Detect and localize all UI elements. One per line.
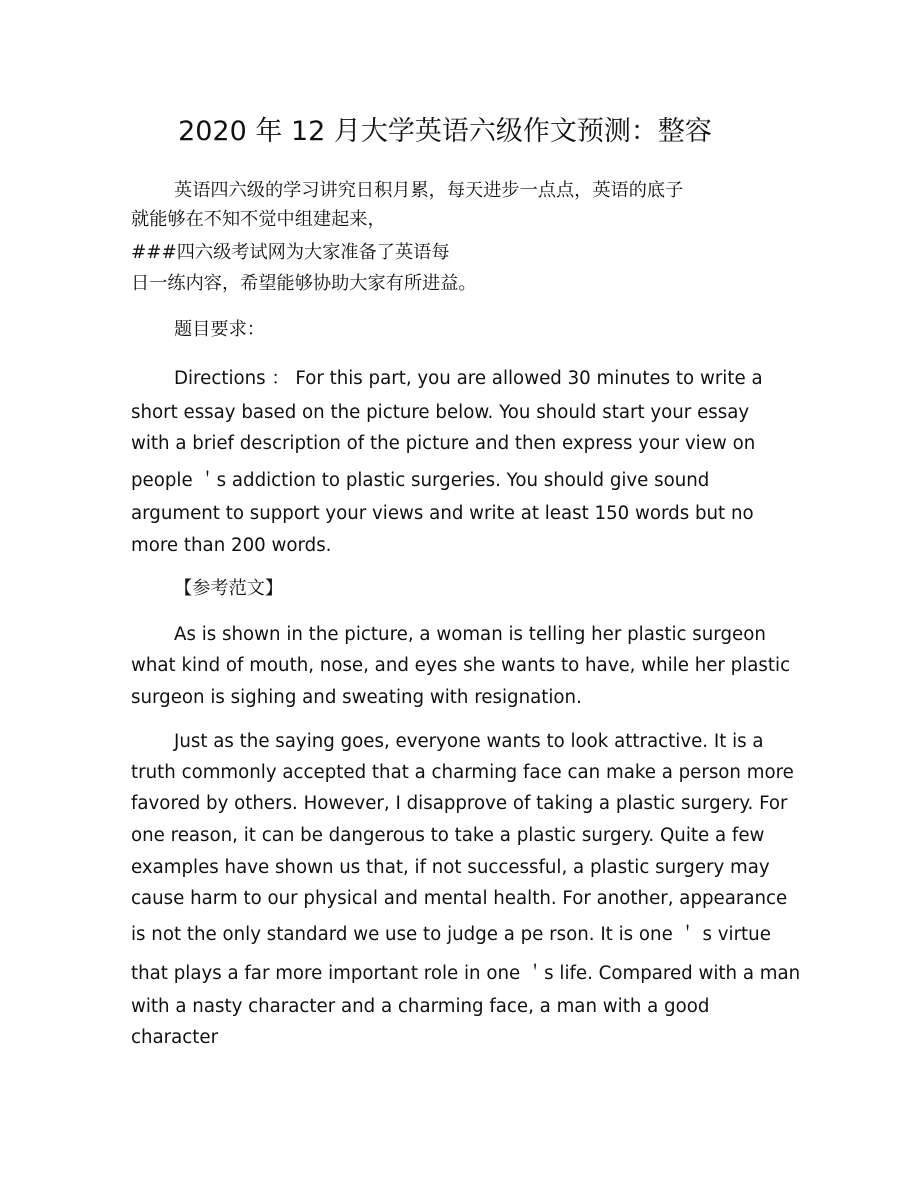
paragraph-line: is not the only standard we use to judge a pe rson. It is one ＇ s virtue [131,924,771,945]
directions-line: argument to support your views and write at least 150 words but no [131,503,754,524]
paragraph-line: what kind of mouth, nose, and eyes she wants to have, while her plastic [131,655,791,676]
paragraph-line: surgeon is sighing and sweating with resignation. [131,687,582,708]
paragraph-line: truth commonly accepted that a charming face can make a person more [131,762,794,783]
paragraph-line: character [131,1027,219,1048]
intro-line: 日一练内容，希望能够协助大家有所进益。 [131,273,477,294]
paragraph-line: favored by others. However, I disapprove of taking a plastic surgery. For [131,793,788,814]
intro-line: 就能够在不知不觉中组建起来， [131,209,386,230]
paragraph-line: cause harm to our physical and mental health. For another, appearance [131,888,788,909]
directions-line: Directions ： For this part, you are allowed 30 minutes to write a [174,368,763,389]
paragraph-line: As is shown in the picture, a woman is telling her plastic surgeon [174,624,766,645]
directions-line: people ＇s addiction to plastic surgeries. You should give sound [131,470,710,491]
requirement-heading: 题目要求： [174,319,265,340]
document-title: 2020 年 12 月大学英语六级作文预测：整容 [178,116,712,147]
sample-heading: 【参考范文】 [174,578,284,599]
paragraph-line: examples have shown us that, if not successful, a plastic surgery may [131,857,770,878]
paragraph-line: one reason, it can be dangerous to take a plastic surgery. Quite a few [131,825,765,846]
directions-line: short essay based on the picture below. You should start your essay [131,402,750,423]
directions-line: more than 200 words. [131,535,332,556]
paragraph-line: with a nasty character and a charming face, a man with a good [131,996,710,1017]
intro-line: 英语四六级的学习讲究日积月累，每天进步一点点，英语的底子 [174,180,684,201]
paragraph-line: that plays a far more important role in one ＇s life. Compared with a man [131,963,801,984]
intro-line: ###四六级考试网为大家准备了英语每 [131,242,450,263]
paragraph-line: Just as the saying goes, everyone wants to look attractive. It is a [174,731,764,752]
directions-line: with a brief description of the picture and then express your view on [131,433,756,454]
